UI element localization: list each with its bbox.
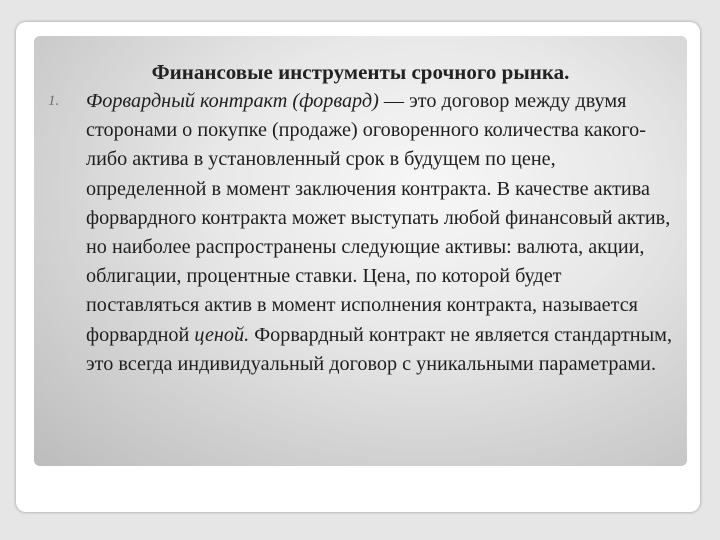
numbered-list	[48, 87, 678, 379]
definition-text-continued: Форвардный контракт не является стандартным, это всегда индивидуальный договор с уникальными параметрами.	[86, 323, 672, 375]
list-item-number: 1.	[48, 93, 60, 109]
list-item	[48, 87, 678, 379]
emphasized-term: ценой.	[194, 323, 250, 346]
slide-title: Финансовые инструменты срочного рынка.	[151, 60, 570, 84]
defined-term: Форвардный контракт (форвард)	[86, 90, 379, 112]
definition-text: — это договор между двумя сторонами о покупке (продаже) оговоренного количества какого-либо актива в установленный срок в будущем по цене, определенной в момент заключения контракта. В качестве актива форвардного контракта может выступать любой финансовый актив, но наиболее распространены следующие активы: валюта, акции, облигации, процентные ставки. Цена, по которой будет поставляться актив в момент исполнения контракта, называется форвардной	[86, 90, 671, 346]
